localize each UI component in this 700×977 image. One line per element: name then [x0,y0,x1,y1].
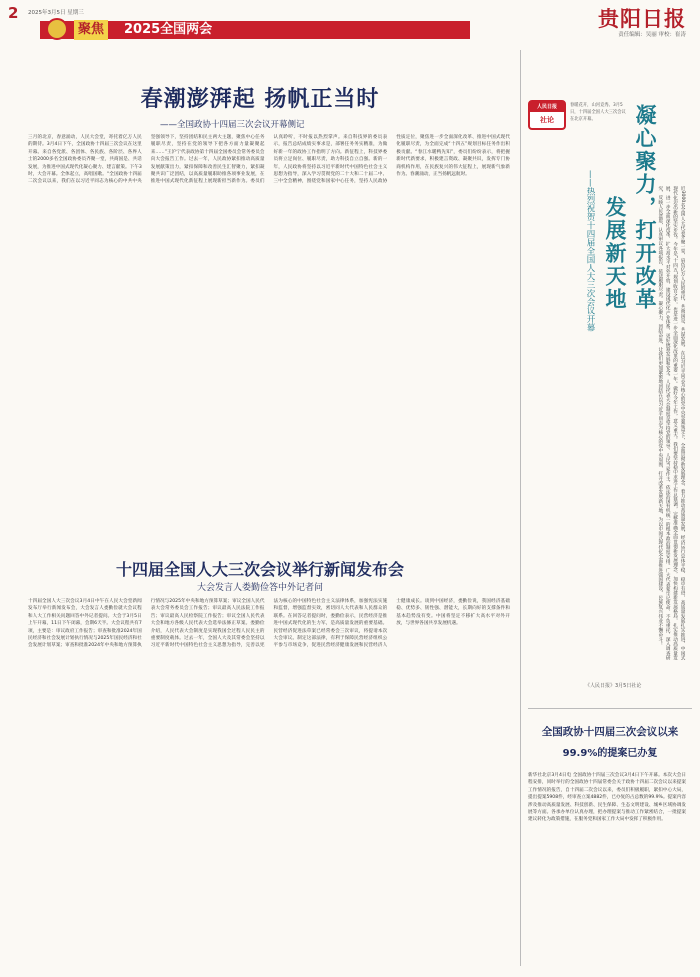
editorial-logo-top: 人民日报 [530,102,564,112]
article2-headline: 十四届全国人大三次会议举行新闻发布会 [115,560,404,579]
page-number: 2 [8,4,19,22]
editor-credits: 责任编辑：吴丽 审校：崔涛 [618,32,686,38]
newspaper-masthead: 贵阳日报 [598,6,686,31]
column-divider [520,50,521,966]
date-line: 2025年3月5日 星期三 [28,10,84,16]
editorial-headline-line1: 凝心聚力，打开改革 [633,104,657,311]
brief-divider [528,708,692,709]
brief-body: 新华社北京3月4日电 全国政协十四届三次会议3月4日下午开幕。本次大会日程安排，同时举行的全国政协十四届常委会关于政协十四届二次会议以来提案工作情况的报告，自十四届二次会议以来，委员们积极履职，紧扣中心大局，提出提案5908件，经审查立案4882件，已办复的占总数的99.9%。提案内容涉及推动高质量发展、科技创新、民生保障、生态文明建设、城乡区域协调发展等方面。各承办单位认真办理，把办理提案与推动工作紧密结合，一批提案建议转化为政策措施，在服务党和国家工作大局中发挥了积极作用。 [528,773,686,823]
editorial-body: 近3000名全国人大代表齐聚一堂，肩负亿万人民的重托，共商国是、共谋发展。在以习近平同志为核心的党中央坚强领导下，全面贯彻新发展理念，着力推动高质量发展，经济运行总体平稳、稳中有进，高质量发展扎实推进，中国式现代化迈出新的坚实步伐。今年是“十四五”规划收官之年，也是进一步全面深化改革的重要一年。做好今年工作，意义重大。我们要坚持稳中求进工作总基调，完整准确全面贯彻新发展理念，加快构建新发展格局，扎实推动高质量发展，进一步全面深化改革，扩大高水平对外开放，建设现代化产业体系，更好统筹发展和安全。人民代表大会制度是坚持党的领导、人民当家作主、依法治国有机统一的根本政治制度安排。广大代表要牢记使命、不负重托，深入调查研究，反映人民意愿，认真审议各项报告，依法履职尽责。凝心聚力，团结奋进，让我们更加紧密地团结在以习近平同志为核心的党中央周围，打开改革发展新天地，为以中国式现代化全面推进强国建设、民族复兴伟业不懈奋斗！ [657,186,685,660]
editorial-subheadline: ——热烈祝贺十四届全国人大三次会议开幕 [585,170,595,332]
article1-subheadline: ——全国政协十四届三次会议开幕侧记 [160,120,305,130]
editorial-logo [528,100,566,130]
national-emblem-icon [46,18,68,40]
article1-headline: 春潮澎湃起 扬帆正当时 [140,87,380,112]
article1-body: 三月的北京，春意涌动，人民大会堂，寄托着亿万人民的期待。3月4日下午，全国政协十四届三次会议在这里开幕。来自各党派、各团体、各民族、各阶层、各界人士的2000多名全国政协委员齐聚一堂，共商国是、共话发展，为推进中国式现代化凝心聚力、建言献策。下午3时，大会开幕。全体起立，高唱国歌。“全国政协十四届二次会议以来，我们在以习近平同志为核心的中共中央坚强领导下，坚持团结和民主两大主题，聚焦中心任务履职尽责，坚持在党的领导下把各方面力量凝聚起来……”王沪宁代表政协第十四届全国委员会常务委员会向大会报告工作。过去一年，人民政协紧扣推动高质量发展献策出力，紧扣保障和改善民生汇智聚力，紧扣凝聚共识广泛团结，以高质量履职助推各项事业发展，在推进中国式现代化新征程上展现新担当新作为。委员们认真聆听，不时报以热烈掌声。来自科技界的委员表示，报告总结成绩实事求是，部署任务务实精准，为做好新一年的政协工作指明了方向。新征程上，科技界委员将立足岗位、履职尽责，助力科技自立自强。新的一年，人民政协将坚持以习近平新时代中国特色社会主义思想为指导，深入学习贯彻党的二十大和二十届二中、三中全会精神，围绕党和国家中心任务，坚持人民政协性质定位，聚焦进一步全面深化改革、推进中国式现代化履职尽责，为全面完成“十四五”规划目标任务作出积极贡献。“春江水暖鸭先知”，委员们纷纷表示，将把握新时代新要求，积极建言资政、凝聚共识，发挥专门协商机构作用，在民族复兴的伟大征程上，展现新气象新作为。春潮涌动，正当扬帆远航时。 [28,135,510,185]
editorial-lead: 春暖花开，山河竞秀。3月5日，十四届全国人大三次会议在北京开幕。 [570,103,626,122]
editorial-headline-line2: 发展新天地 [603,196,627,311]
page-header [0,0,700,44]
editorial-byline: 《人民日报》3月5日社论 [585,683,642,689]
section-title: 2025全国两会 [124,22,213,37]
brief-subheadline: 99.9%的提案已办复 [562,748,658,759]
section-label: 聚焦 [74,20,108,40]
article2-subheadline: 大会发言人娄勤俭答中外记者问 [196,583,323,593]
brief-headline: 全国政协十四届三次会议以来 [541,726,679,738]
editorial-logo-bottom: 社论 [540,116,554,124]
article2-body: 十四届全国人大三次会议3月4日中午在人民大会堂新闻发布厅举行新闻发布会，大会发言人娄勤俭就大会议程和人大工作相关问题回答中外记者提问。大会于3月5日上午开幕，11日下午闭幕，会期6天半。大会议程共有7项，主要是：审议政府工作报告；审查和批准2024年国民经济和社会发展计划执行情况与2025年国民经济和社会发展计划草案；审查和批准2024年中央和地方预算执行情况与2025年中央和地方预算草案；审议全国人民代表大会常务委员会工作报告；审议最高人民法院工作报告；审议最高人民检察院工作报告；审议全国人民代表大会和地方各级人民代表大会选举法修正草案。娄勤俭介绍，人民代表大会制度是实现我国全过程人民民主的重要制度载体。过去一年，全国人大及其常委会坚持以习近平新时代中国特色社会主义思想为指导，完善以宪法为核心的中国特色社会主义法律体系，加强宪法实施和监督，增强监督实效，密切同人大代表和人民群众的联系。在回答记者提问时，娄勤俭表示，民营经济是推进中国式现代化的生力军，是高质量发展的重要基础。民营经济促进法草案已经常委会三次审议，将提请本次大会审议。制定这部法律，有利于保障民营经济组织公平参与市场竞争，促进民营经济健康发展和民营经济人士健康成长。谈到中国经济，娄勤俭说，我国经济基础稳、优势多、韧性强、潜能大，长期向好的支撑条件和基本趋势没有变。中国将坚定不移扩大高水平对外开放，与世界各国共享发展机遇。 [28,599,510,649]
